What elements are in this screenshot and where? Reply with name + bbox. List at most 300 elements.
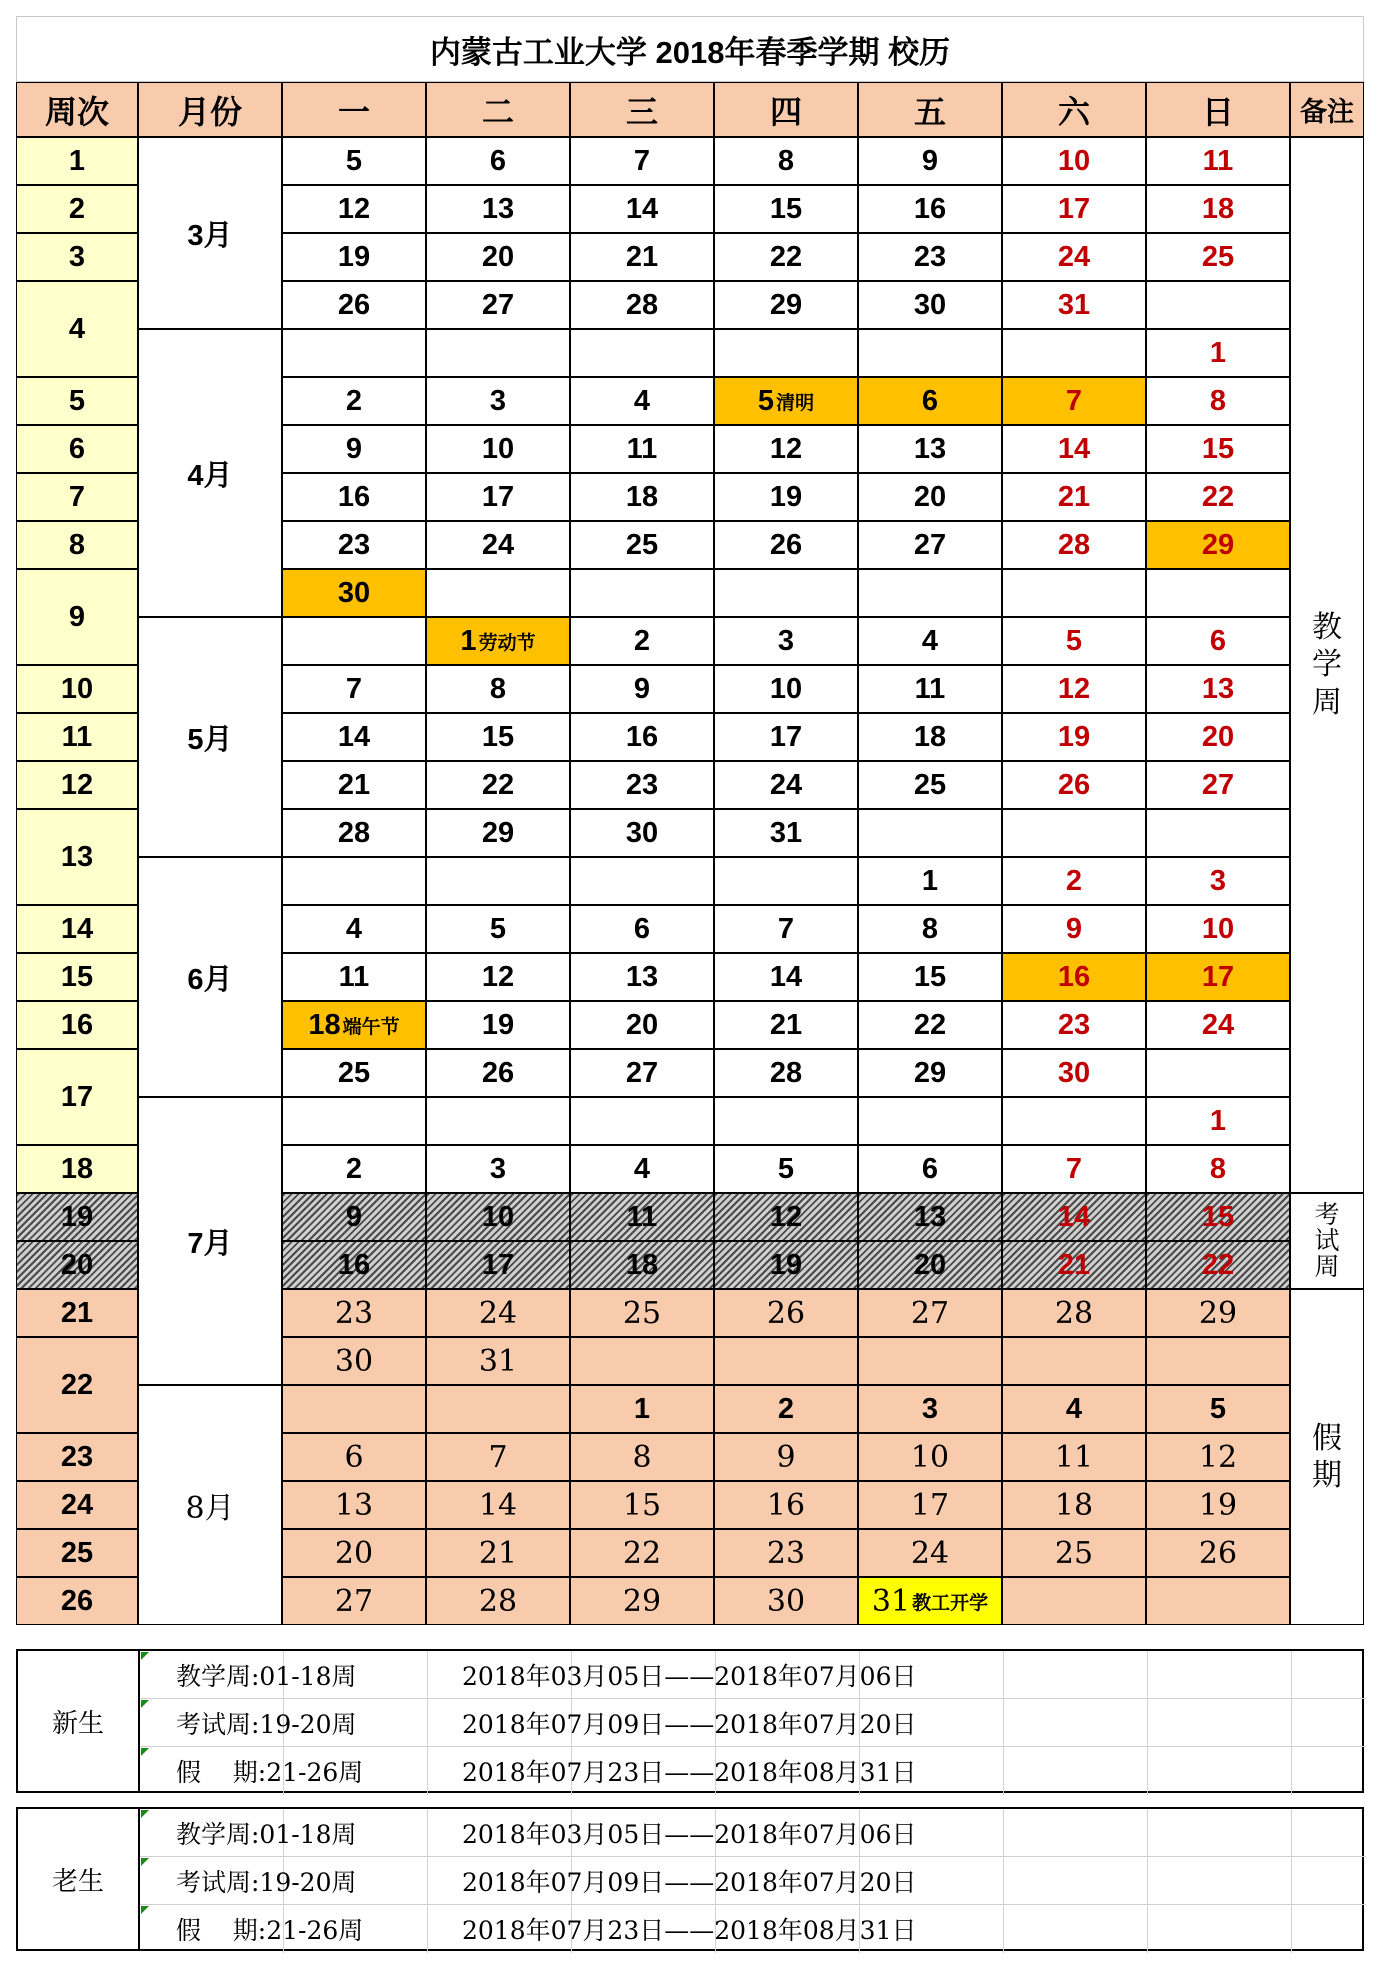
day-number: 21	[625, 240, 659, 273]
calendar-day	[282, 665, 426, 713]
calendar-day	[714, 1097, 858, 1145]
calendar-day	[1002, 1289, 1146, 1337]
week-number: 22	[16, 1337, 138, 1433]
legend-grid-cell	[1004, 1699, 1148, 1747]
day-number: 28	[769, 1056, 803, 1089]
day-number: 12	[1057, 672, 1091, 705]
day-number: 30	[337, 576, 371, 609]
calendar-day	[570, 473, 714, 521]
week-number: 13	[16, 809, 138, 905]
calendar-day	[858, 761, 1002, 809]
calendar-day	[858, 425, 1002, 473]
week-number: 24	[16, 1481, 138, 1529]
day-number: 9	[1065, 912, 1083, 945]
day-number: 12	[769, 1200, 803, 1233]
day-number: 17	[481, 480, 515, 513]
calendar-day	[858, 569, 1002, 617]
calendar-day	[570, 713, 714, 761]
day-number: 22	[769, 240, 803, 273]
calendar-day	[426, 377, 570, 425]
calendar-day	[426, 473, 570, 521]
calendar-day	[570, 665, 714, 713]
calendar-day	[714, 617, 858, 665]
calendar-day	[858, 1241, 1002, 1289]
calendar-day	[858, 1289, 1002, 1337]
week-number: 7	[16, 473, 138, 521]
day-number: 27	[913, 528, 947, 561]
calendar-day	[714, 1049, 858, 1097]
legend-grid-cell	[1004, 1747, 1148, 1795]
day-number: 19	[769, 1248, 803, 1281]
day-number: 28	[478, 1583, 518, 1619]
calendar-day	[570, 1337, 714, 1385]
day-number: 30	[766, 1583, 806, 1619]
calendar-day	[426, 1337, 570, 1385]
day-number: 21	[1057, 1248, 1091, 1281]
legend-date-range: 2018年07月23日——2018年08月31日	[462, 1916, 917, 1945]
holiday-note: 清明	[776, 391, 815, 414]
calendar-day	[570, 425, 714, 473]
calendar-day	[570, 857, 714, 905]
day-number: 26	[481, 1056, 515, 1089]
calendar-day	[714, 1481, 858, 1529]
calendar-day	[426, 521, 570, 569]
day-number: 10	[769, 672, 803, 705]
day-number: 7	[1065, 1152, 1083, 1185]
day-number: 17	[769, 720, 803, 753]
calendar-day	[282, 761, 426, 809]
calendar-day	[1002, 1577, 1146, 1625]
calendar-day	[282, 1337, 426, 1385]
calendar-day	[714, 281, 858, 329]
calendar-day	[570, 1385, 714, 1433]
calendar-day	[426, 425, 570, 473]
calendar-day	[426, 1289, 570, 1337]
day-number: 30	[913, 288, 947, 321]
day-number: 10	[1057, 144, 1091, 177]
day-number: 30	[334, 1343, 374, 1379]
calendar-day	[426, 185, 570, 233]
day-number: 20	[625, 1008, 659, 1041]
calendar-day	[282, 1193, 426, 1241]
day-number: 29	[913, 1056, 947, 1089]
calendar-day	[1146, 329, 1290, 377]
day-number: 6	[489, 144, 507, 177]
calendar-day	[282, 377, 426, 425]
day-number: 10	[481, 432, 515, 465]
day-number: 14	[1057, 1200, 1091, 1233]
remark-label: 教学周	[1290, 137, 1364, 1193]
day-number: 9	[633, 672, 651, 705]
legend-box	[16, 1649, 1364, 1793]
calendar-day	[714, 1241, 858, 1289]
day-number: 9	[345, 1200, 363, 1233]
week-number: 4	[16, 281, 138, 377]
calendar-day	[1002, 473, 1146, 521]
calendar-day	[1002, 137, 1146, 185]
day-number: 24	[481, 528, 515, 561]
calendar-day	[1002, 185, 1146, 233]
day-number: 27	[910, 1295, 950, 1331]
week-number: 1	[16, 137, 138, 185]
calendar-day	[1002, 1193, 1146, 1241]
calendar-day	[426, 665, 570, 713]
day-number: 14	[337, 720, 371, 753]
calendar-day	[1146, 1529, 1290, 1577]
calendar-day	[282, 137, 426, 185]
month-label: 4月	[138, 329, 282, 617]
calendar-day	[1002, 281, 1146, 329]
calendar-day	[714, 1529, 858, 1577]
legend-grid-cell	[1292, 1651, 1366, 1699]
calendar-day	[1002, 377, 1146, 425]
legend-marker-icon	[141, 1652, 149, 1660]
day-number: 25	[337, 1056, 371, 1089]
calendar-day	[1146, 905, 1290, 953]
day-number: 8	[921, 912, 939, 945]
day-number: 23	[913, 240, 947, 273]
day-number: 29	[769, 288, 803, 321]
day-number: 9	[345, 432, 363, 465]
calendar-day	[1002, 953, 1146, 1001]
header-8: 日	[1146, 82, 1290, 137]
calendar-day	[570, 1241, 714, 1289]
day-number: 9	[921, 144, 939, 177]
day-number: 27	[1201, 768, 1235, 801]
legend-date-range: 2018年03月05日——2018年07月06日	[462, 1820, 917, 1849]
calendar-day	[570, 1001, 714, 1049]
calendar-day	[426, 137, 570, 185]
calendar-day	[282, 233, 426, 281]
legend-box	[16, 1807, 1364, 1951]
calendar-day	[714, 569, 858, 617]
remark-label: 考试周	[1290, 1193, 1364, 1289]
calendar-day	[426, 1097, 570, 1145]
calendar-day	[570, 1193, 714, 1241]
calendar-day	[282, 1145, 426, 1193]
calendar-day	[858, 809, 1002, 857]
calendar-day	[426, 809, 570, 857]
day-number: 19	[769, 480, 803, 513]
calendar-day	[282, 329, 426, 377]
calendar-day	[1146, 1337, 1290, 1385]
legend-marker-icon	[141, 1748, 149, 1756]
legend-grid-cell	[1292, 1747, 1366, 1795]
day-number: 24	[478, 1295, 518, 1331]
calendar-day	[570, 521, 714, 569]
day-number: 2	[777, 1392, 795, 1425]
day-number: 5	[1065, 624, 1083, 657]
calendar-day	[1002, 1097, 1146, 1145]
day-number: 27	[625, 1056, 659, 1089]
calendar-day	[858, 473, 1002, 521]
calendar-day	[1002, 617, 1146, 665]
holiday-note: 端午节	[342, 1015, 400, 1038]
header-5: 四	[714, 82, 858, 137]
calendar-day	[570, 761, 714, 809]
week-number: 3	[16, 233, 138, 281]
day-number: 19	[1057, 720, 1091, 753]
legend-grid-cell	[1004, 1905, 1148, 1953]
week-number: 25	[16, 1529, 138, 1577]
week-number: 21	[16, 1289, 138, 1337]
calendar-day	[714, 665, 858, 713]
calendar-day	[570, 137, 714, 185]
day-number: 1	[1209, 336, 1227, 369]
day-number: 4	[1065, 1392, 1083, 1425]
day-number: 21	[478, 1535, 518, 1571]
calendar-day	[1146, 713, 1290, 761]
week-number: 18	[16, 1145, 138, 1193]
month-label: 5月	[138, 617, 282, 857]
holiday-note: 教工开学	[912, 1591, 989, 1614]
week-number: 6	[16, 425, 138, 473]
legend-period-label: 考试周:19-20周	[176, 1710, 357, 1739]
day-number: 28	[1057, 528, 1091, 561]
calendar-day	[1146, 569, 1290, 617]
calendar-day	[426, 569, 570, 617]
legend-grid-cell	[1148, 1699, 1292, 1747]
calendar-day	[570, 329, 714, 377]
day-number: 3	[1209, 864, 1227, 897]
day-number: 11	[626, 432, 658, 465]
day-number: 10	[1201, 912, 1235, 945]
calendar-day	[1146, 857, 1290, 905]
calendar-day	[282, 1241, 426, 1289]
day-number: 16	[625, 720, 659, 753]
day-number: 4	[633, 1152, 651, 1185]
calendar-day	[570, 1433, 714, 1481]
calendar-day	[1146, 1289, 1290, 1337]
calendar-day	[282, 521, 426, 569]
day-number: 20	[1201, 720, 1235, 753]
calendar-day	[282, 713, 426, 761]
calendar-day	[1002, 665, 1146, 713]
day-number: 7	[1065, 384, 1083, 417]
day-number: 29	[481, 816, 515, 849]
week-number: 5	[16, 377, 138, 425]
calendar-day	[1002, 329, 1146, 377]
day-number: 22	[1201, 480, 1235, 513]
week-number: 11	[16, 713, 138, 761]
day-number: 11	[626, 1200, 658, 1233]
legend-grid-cell	[1292, 1857, 1366, 1905]
calendar-day	[858, 233, 1002, 281]
day-number: 8	[1209, 1152, 1227, 1185]
day-number: 6	[921, 384, 939, 417]
calendar-day	[1002, 1337, 1146, 1385]
calendar-day	[1146, 425, 1290, 473]
day-number: 25	[625, 528, 659, 561]
week-number: 20	[16, 1241, 138, 1289]
day-number: 29	[622, 1583, 662, 1619]
legend-category: 新生	[18, 1651, 140, 1791]
day-number: 13	[334, 1487, 374, 1523]
calendar-day	[858, 137, 1002, 185]
day-number: 23	[625, 768, 659, 801]
legend-date-range: 2018年07月23日——2018年08月31日	[462, 1758, 917, 1787]
header-0: 周次	[16, 82, 138, 137]
calendar-day	[282, 281, 426, 329]
calendar-day	[282, 857, 426, 905]
day-number: 2	[345, 1152, 363, 1185]
legend-date-range: 2018年07月09日——2018年07月20日	[462, 1868, 917, 1897]
calendar-day	[282, 425, 426, 473]
header-1: 月份	[138, 82, 282, 137]
day-number: 21	[1057, 480, 1091, 513]
day-number: 24	[1201, 1008, 1235, 1041]
calendar-day	[714, 1577, 858, 1625]
calendar-day	[714, 473, 858, 521]
calendar-day	[714, 1433, 858, 1481]
week-number: 23	[16, 1433, 138, 1481]
calendar-day	[858, 1529, 1002, 1577]
week-number: 19	[16, 1193, 138, 1241]
remark-label: 假期	[1290, 1289, 1364, 1625]
day-number: 29	[1198, 1295, 1238, 1331]
day-number: 1	[460, 624, 477, 657]
calendar-day	[714, 905, 858, 953]
day-number: 28	[625, 288, 659, 321]
legend-period-label: 教学周:01-18周	[176, 1820, 357, 1849]
calendar-day	[426, 713, 570, 761]
day-number: 17	[1057, 192, 1091, 225]
day-number: 13	[913, 1200, 947, 1233]
calendar-day	[1002, 1145, 1146, 1193]
day-number: 18	[1054, 1487, 1094, 1523]
month-label: 7月	[138, 1097, 282, 1385]
calendar-day	[1002, 809, 1146, 857]
calendar-day	[714, 1385, 858, 1433]
day-number: 1	[921, 864, 939, 897]
day-number: 12	[1198, 1439, 1238, 1475]
calendar-day	[1002, 569, 1146, 617]
calendar-day	[858, 377, 1002, 425]
calendar-day	[858, 1001, 1002, 1049]
calendar-day	[426, 1145, 570, 1193]
day-number: 3	[489, 384, 507, 417]
calendar-day	[282, 809, 426, 857]
day-number: 18	[625, 1248, 659, 1281]
day-number: 13	[913, 432, 947, 465]
calendar-day	[282, 569, 426, 617]
day-number: 4	[345, 912, 363, 945]
calendar-day	[714, 521, 858, 569]
calendar-day	[858, 1193, 1002, 1241]
day-number: 22	[1201, 1248, 1235, 1281]
legend-marker-icon	[141, 1810, 149, 1818]
calendar-day	[1146, 953, 1290, 1001]
calendar-day	[570, 1289, 714, 1337]
month-label: 8月	[138, 1385, 282, 1625]
calendar-day	[1146, 137, 1290, 185]
calendar-day	[858, 953, 1002, 1001]
calendar-day	[1146, 233, 1290, 281]
day-number: 15	[622, 1487, 662, 1523]
calendar-day	[858, 905, 1002, 953]
calendar-day	[570, 1529, 714, 1577]
calendar-day	[1002, 905, 1146, 953]
calendar-day	[714, 1145, 858, 1193]
day-number: 15	[1201, 1200, 1235, 1233]
calendar-day	[570, 1049, 714, 1097]
day-number: 28	[1054, 1295, 1094, 1331]
day-number: 13	[1201, 672, 1235, 705]
day-number: 8	[1209, 384, 1227, 417]
day-number: 19	[1198, 1487, 1238, 1523]
header-3: 二	[426, 82, 570, 137]
day-number: 21	[769, 1008, 803, 1041]
day-number: 23	[766, 1535, 806, 1571]
day-number: 16	[913, 192, 947, 225]
day-number: 21	[337, 768, 371, 801]
calendar-day	[570, 1145, 714, 1193]
day-number: 10	[481, 1200, 515, 1233]
day-number: 31	[478, 1343, 518, 1379]
calendar-day	[1146, 377, 1290, 425]
day-number: 27	[334, 1583, 374, 1619]
day-number: 5	[757, 384, 775, 417]
header-6: 五	[858, 82, 1002, 137]
week-number: 9	[16, 569, 138, 665]
legend-marker-icon	[141, 1858, 149, 1866]
calendar-day	[858, 1577, 1002, 1625]
calendar-day	[1002, 1385, 1146, 1433]
calendar-day	[1146, 1433, 1290, 1481]
legend-period-label: 假 期:21-26周	[176, 1916, 364, 1945]
calendar-day	[570, 1577, 714, 1625]
calendar-day	[1002, 233, 1146, 281]
day-number: 23	[1057, 1008, 1091, 1041]
day-number: 20	[913, 480, 947, 513]
calendar-day	[1146, 1241, 1290, 1289]
day-number: 5	[777, 1152, 795, 1185]
calendar-day	[1146, 1145, 1290, 1193]
day-number: 27	[481, 288, 515, 321]
day-number: 31	[871, 1583, 911, 1619]
calendar-day	[1002, 1529, 1146, 1577]
legend-period-label: 考试周:19-20周	[176, 1868, 357, 1897]
calendar-day	[714, 233, 858, 281]
day-number: 23	[334, 1295, 374, 1331]
calendar-day	[714, 425, 858, 473]
holiday-note: 劳动节	[478, 631, 536, 654]
calendar-day	[282, 1529, 426, 1577]
calendar-day	[714, 713, 858, 761]
day-number: 8	[777, 144, 795, 177]
calendar-day	[570, 569, 714, 617]
day-number: 26	[766, 1295, 806, 1331]
calendar-day	[714, 761, 858, 809]
legend-grid-cell	[1148, 1857, 1292, 1905]
week-number: 17	[16, 1049, 138, 1145]
calendar-day	[570, 185, 714, 233]
day-number: 9	[776, 1439, 796, 1475]
week-number: 10	[16, 665, 138, 713]
calendar-day	[714, 1337, 858, 1385]
day-number: 3	[777, 624, 795, 657]
calendar-day	[1146, 761, 1290, 809]
calendar-day	[282, 1385, 426, 1433]
calendar-day	[1146, 1481, 1290, 1529]
day-number: 11	[338, 960, 370, 993]
calendar-day	[714, 329, 858, 377]
calendar-day	[426, 953, 570, 1001]
day-number: 7	[633, 144, 651, 177]
calendar-title: 内蒙古工业大学 2018年春季学期 校历	[16, 16, 1364, 82]
legend-grid-cell	[1148, 1651, 1292, 1699]
calendar-day	[1146, 185, 1290, 233]
